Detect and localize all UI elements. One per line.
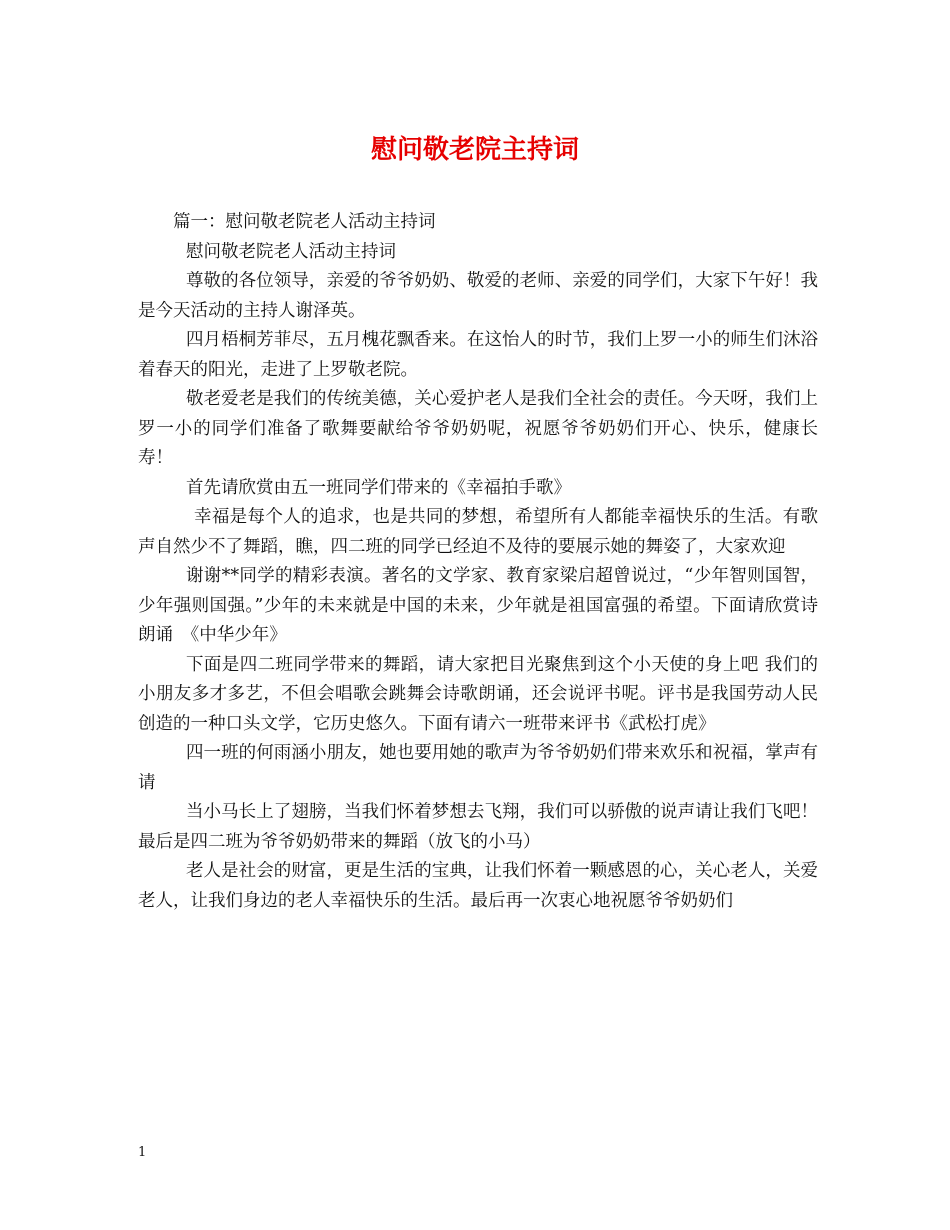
body-paragraph: 老人是社会的财富，更是生活的宝典，让我们怀着一颗感恩的心，关心老人，关爱老人，让我们身边的老人幸福快乐的生活。最后再一次衷心地祝愿爷爷奶奶们 [138,861,818,911]
body-paragraph: 幸福是每个人的追求，也是共同的梦想，希望所有人都能幸福快乐的生活。有歌声自然少不了舞蹈，瞧，四二班的同学已经迫不及待的要展示她的舞姿了，大家欢迎 [138,507,818,557]
body-paragraph: 下面是四二班同学带来的舞蹈，请大家把目光聚焦到这个小天使的身上吧 我们的小朋友多才多艺，不但会唱歌会跳舞会诗歌朗诵，还会说评书呢。评书是我国劳动人民创造的一种口头文学，它历史悠久。下面有请六一班带来评书《武松打虎》 [138,654,818,734]
greeting-paragraph: 尊敬的各位领导，亲爱的爷爷奶奶、敬爱的老师、亲爱的同学们，大家下午好！我是今天活动的主持人谢泽英。 [138,271,818,321]
body-paragraph: 当小马长上了翅膀，当我们怀着梦想去飞翔，我们可以骄傲的说声请让我们飞吧！最后是四二班为爷爷奶奶带来的舞蹈（放飞的小马） [138,802,818,852]
subtitle-paragraph: 慰问敬老院老人活动主持词 [186,241,396,262]
body-paragraph: 敬老爱老是我们的传统美德，关心爱护老人是我们全社会的责任。今天呀，我们上罗一小的同学们准备了歌舞要献给爷爷奶奶呢，祝愿爷爷奶奶们开心、快乐，健康长寿！ [138,389,818,468]
body-paragraph: 四一班的何雨涵小朋友，她也要用她的歌声为爷爷奶奶们带来欢乐和祝福，掌声有请 [138,743,818,793]
page-number: 1 [138,1145,147,1160]
section-heading: 篇一：慰问敬老院老人活动主持词 [173,212,436,232]
body-paragraph: 谢谢**同学的精彩表演。著名的文学家、教育家梁启超曾说过，“少年智则国智，少年强则国强。”少年的未来就是中国的未来，少年就是祖国富强的希望。下面请欣赏诗朗诵 《中华少年》 [138,566,818,645]
body-paragraph: 四月梧桐芳菲尽，五月槐花飘香来。在这怡人的时节，我们上罗一小的师生们沐浴着春天的阳光，走进了上罗敬老院。 [138,330,818,380]
body-paragraph: 首先请欣赏由五一班同学们带来的《幸福拍手歌》 [186,477,571,498]
document-body [138,208,818,916]
document-title: 慰问敬老院主持词 [370,135,579,165]
